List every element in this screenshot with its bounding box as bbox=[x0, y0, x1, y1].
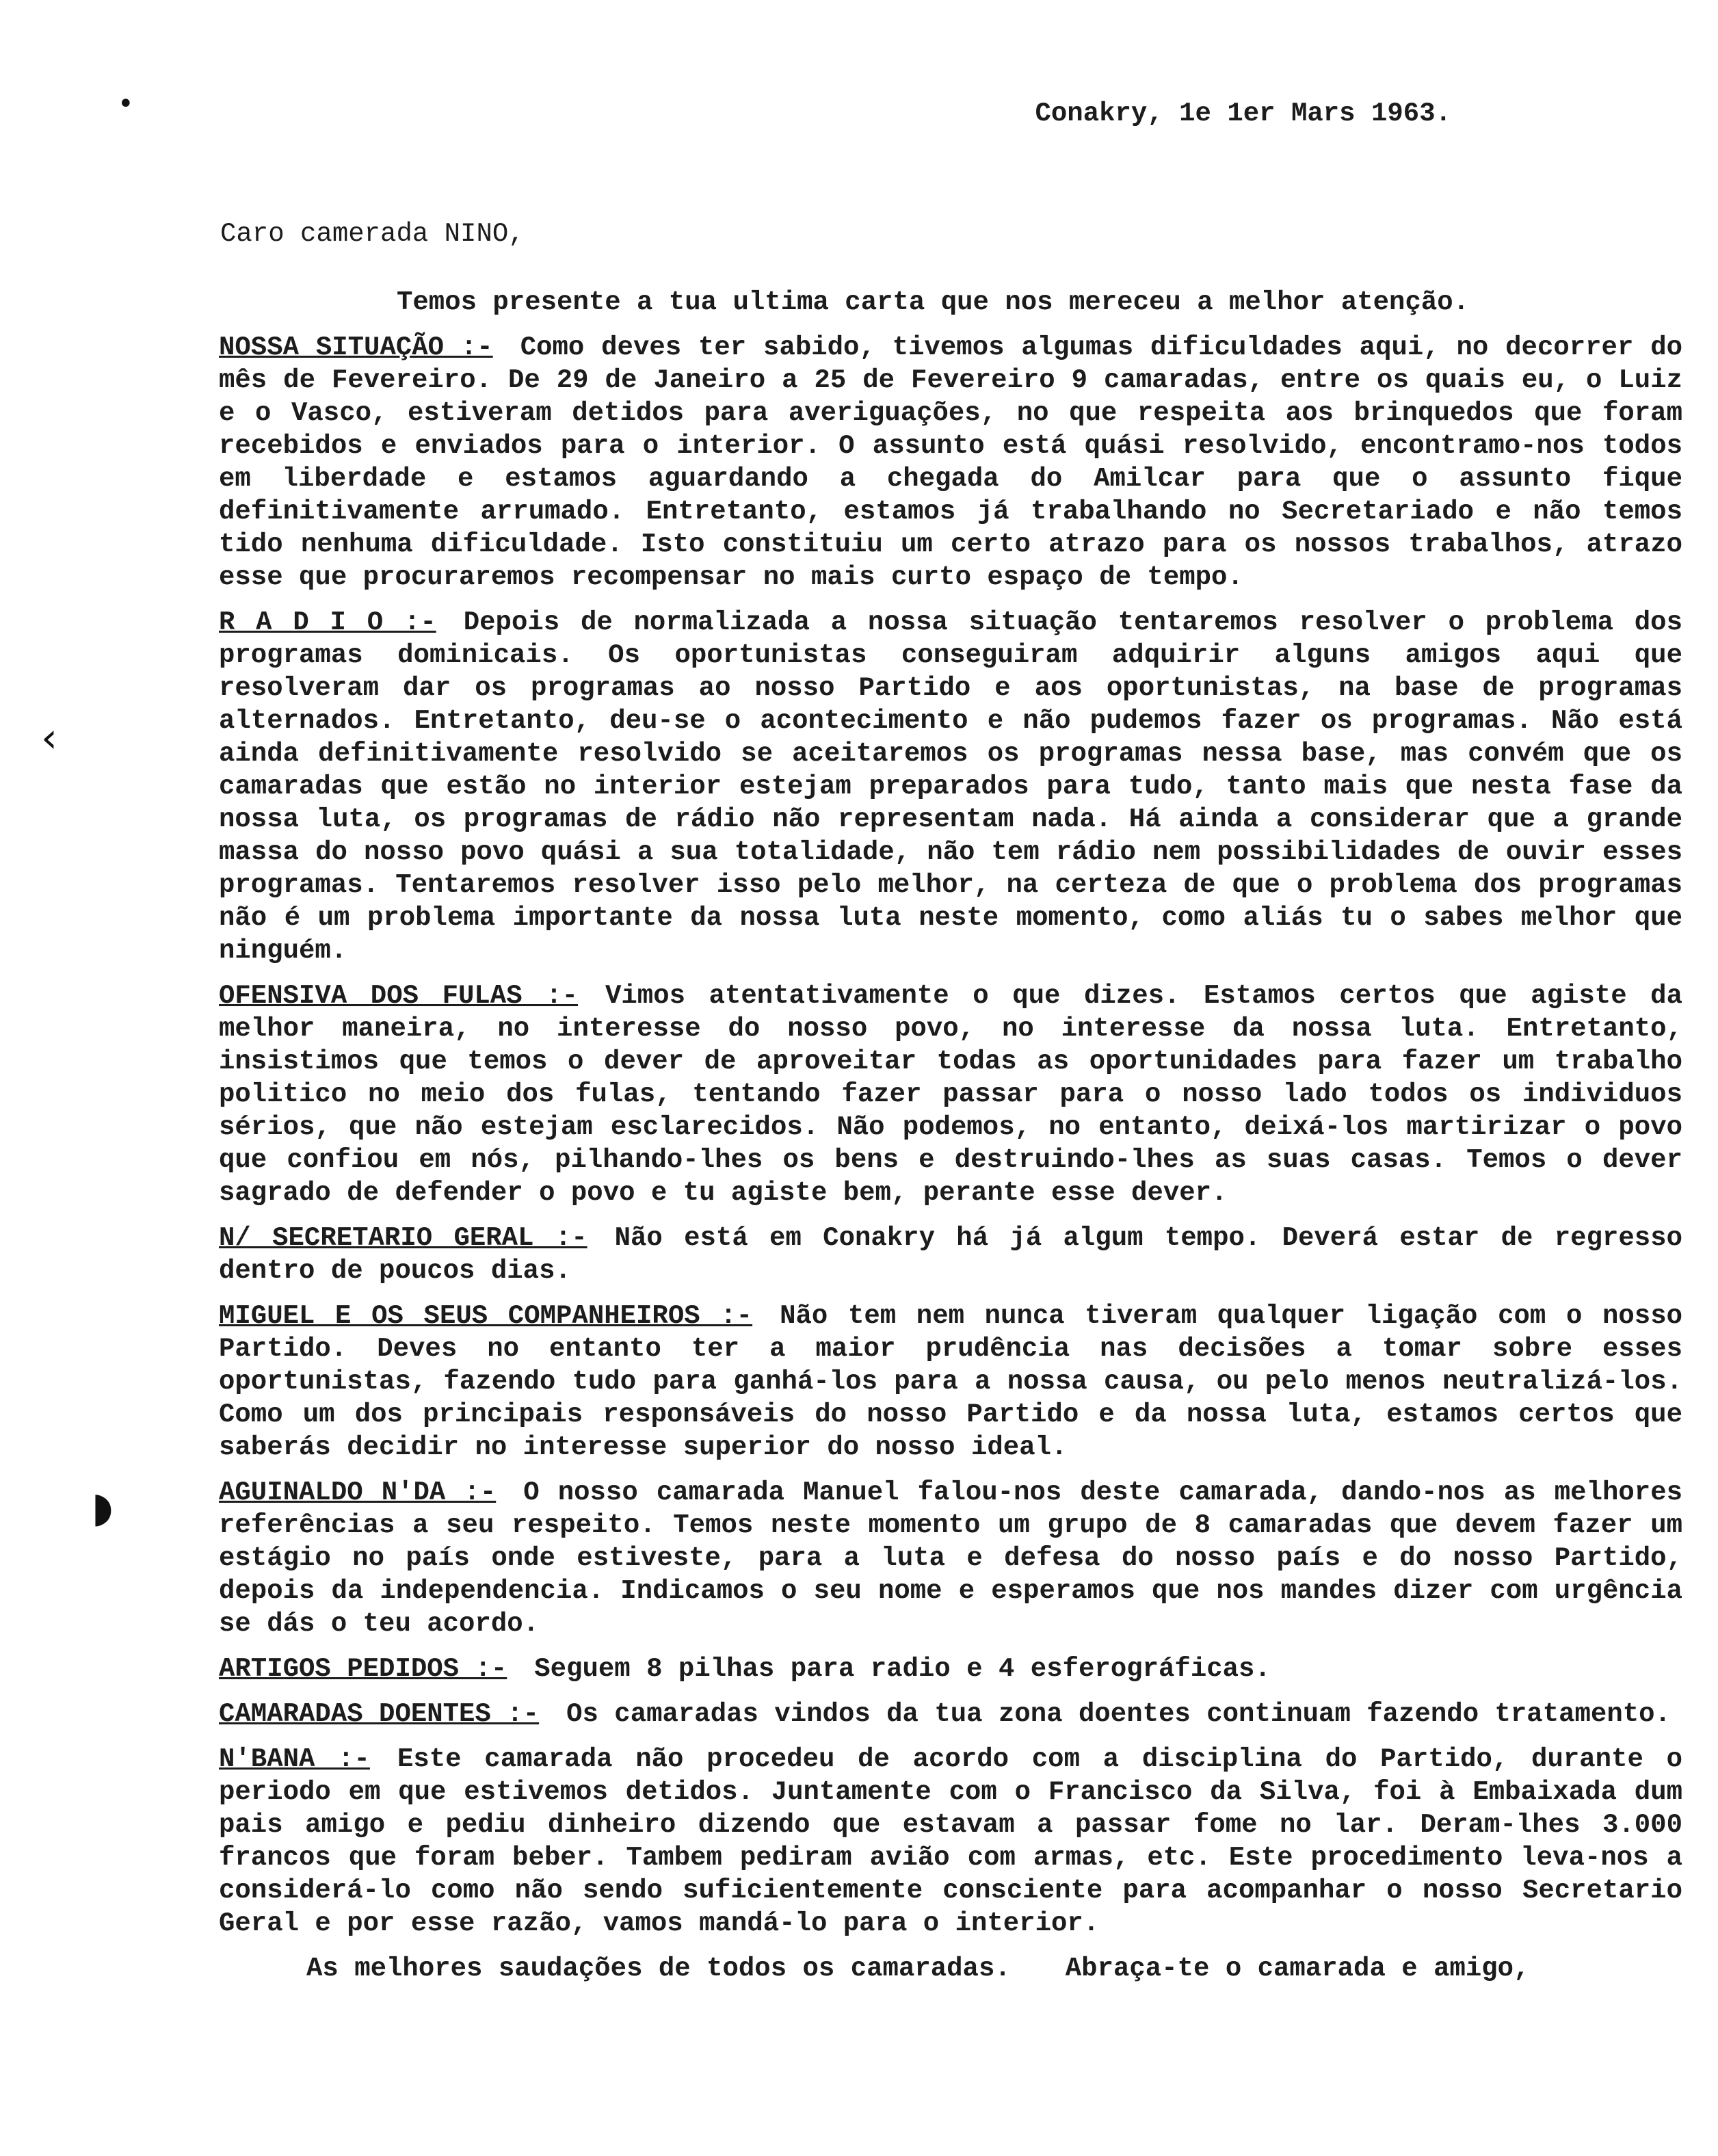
closing-signoff: Abraça-te o camarada e amigo, bbox=[1065, 1954, 1530, 1984]
ink-blot-mark: ◗ bbox=[92, 1484, 114, 1531]
section-heading: N'BANA :- bbox=[219, 1744, 370, 1774]
closing-line bbox=[219, 1952, 1682, 1985]
section-heading: N/ SECRETARIO GERAL :- bbox=[219, 1223, 587, 1253]
section-text: Não está em Conakry há já algum tempo. Deverá estar de regresso dentro de poucos dias. bbox=[219, 1223, 1682, 1286]
margin-bracket-mark: ‹ bbox=[41, 714, 57, 762]
section-nbana bbox=[219, 1743, 1682, 1940]
date-line: Conakry, 1e 1er Mars 1963. bbox=[1035, 98, 1451, 129]
section-heading: OFENSIVA DOS FULAS :- bbox=[219, 981, 578, 1011]
section-text: Este camarada não procedeu de acordo com a disciplina do Partido, durante o periodo em que estivemos detidos. Juntamente com o Francisco da Silva, foi à Embaixada dum pais amigo e pediu dinheiro dizendo que estavam a passar fome no lar. Deram-lhes 3.000 francos que foram beber. Tambem pediram avião com armas, etc. Este procedimento leva-nos a considerá-lo como não sendo suficientemente consciente para acompanhar o nosso Secretario Geral e por esse razão, vamos mandá-lo para o interior. bbox=[219, 1744, 1682, 1938]
section-text: Depois de normalizada a nossa situação tentaremos resolver o problema dos programas dominicais. Os oportunistas conseguiram adquirir alguns amigos aqui que resolveram dar os programas ao nosso Partido e aos oportunistas, na base de programas alternados. Entretanto, deu-se o acontecimento e não pudemos fazer os programas. Não está ainda definitivamente resolvido se aceitaremos os programas nessa base, mas convém que os camaradas que estão no interior estejam preparados para tudo, tanto mais que nesta fase da nossa luta, os programas de rádio não representam nada. Há ainda a considerar que a grande massa do nosso povo quási a sua totalidade, não tem rádio nem possibilidades de ouvir esses programas. Tentaremos resolver isso pelo melhor, na certeza de que o problema dos programas não é um problema importante da nossa luta neste momento, como aliás tu o sabes melhor que ninguém. bbox=[219, 607, 1682, 966]
section-nossa-situacao bbox=[219, 331, 1682, 594]
section-miguel-companheiros bbox=[219, 1300, 1682, 1464]
section-heading: MIGUEL E OS SEUS COMPANHEIROS :- bbox=[219, 1301, 753, 1331]
section-ofensiva-dos-fulas bbox=[219, 980, 1682, 1209]
section-artigos-pedidos bbox=[219, 1653, 1682, 1685]
closing-greeting: As melhores saudações de todos os camaradas. bbox=[306, 1954, 1011, 1984]
section-heading: NOSSA SITUAÇÃO :- bbox=[219, 332, 493, 363]
section-aguinaldo bbox=[219, 1476, 1682, 1640]
salutation: Caro camerada NINO, bbox=[220, 219, 525, 249]
section-text: Seguem 8 pilhas para radio e 4 esferográficas. bbox=[534, 1654, 1271, 1684]
section-radio bbox=[219, 606, 1682, 967]
letter-body bbox=[219, 331, 1682, 1985]
section-secretario-geral bbox=[219, 1222, 1682, 1287]
section-text: O nosso camarada Manuel falou-nos deste camarada, dando-nos as melhores referências a seu respeito. Temos neste momento um grupo de 8 camaradas que devem fazer um estágio no país onde estiveste, para a luta e defesa do nosso país e do nosso Partido, depois da independencia. Indicamos o seu nome e esperamos que nos mandes dizer com urgência se dás o teu acordo. bbox=[219, 1477, 1683, 1639]
section-text: Vimos atentativamente o que dizes. Estamos certos que agiste da melhor maneira, no interesse do nosso povo, no interesse da nossa luta. Entretanto, insistimos que temos o dever de aproveitar todas as oportunidades para fazer um trabalho politico no meio dos fulas, tentando fazer passar para o nosso lado todos os individuos sérios, que não estejam esclarecidos. Não podemos, no entanto, deixá-los martirizar o povo que confiou em nós, pilhando-lhes os bens e destruindo-lhes as suas casas. Temos o dever sagrado de defender o povo e tu agiste bem, perante esse dever. bbox=[219, 981, 1682, 1208]
ink-speck-mark: • bbox=[118, 88, 134, 120]
section-heading: AGUINALDO N'DA :- bbox=[219, 1477, 497, 1508]
section-heading: CAMARADAS DOENTES :- bbox=[219, 1699, 540, 1729]
section-camaradas-doentes bbox=[219, 1698, 1682, 1731]
intro-line: Temos presente a tua ultima carta que nos mereceu a melhor atenção. bbox=[397, 287, 1470, 317]
section-text: Como deves ter sabido, tivemos algumas dificuldades aqui, no decorrer do mês de Fevereiro. De 29 de Janeiro a 25 de Fevereiro 9 camaradas, entre os quais eu, o Luiz e o Vasco, estiveram detidos para averiguações, no que respeita aos brinquedos que foram recebidos e enviados para o interior. O assunto está quási resolvido, encontramo-nos todos em liberdade e estamos aguardando a chegada do Amilcar para que o assunto fique definitivamente arrumado. Entretanto, estamos já trabalhando no Secretariado e não temos tido nenhuma dificuldade. Isto constituiu um certo atrazo para os nossos trabalhos, atrazo esse que procuraremos recompensar no mais curto espaço de tempo. bbox=[219, 332, 1682, 592]
section-heading: R A D I O :- bbox=[219, 607, 436, 637]
section-text: Os camaradas vindos da tua zona doentes continuam fazendo tratamento. bbox=[566, 1699, 1671, 1729]
section-heading: ARTIGOS PEDIDOS :- bbox=[219, 1654, 507, 1684]
section-text: Não tem nem nunca tiveram qualquer ligação com o nosso Partido. Deves no entanto ter a maior prudência nas decisões a tomar sobre esses oportunistas, fazendo tudo para ganhá-los para a nossa causa, ou pelo menos neutralizá-los. Como um dos principais responsáveis do nosso Partido e da nossa luta, estamos certos que saberás decidir no interesse superior do nosso ideal. bbox=[219, 1301, 1682, 1462]
